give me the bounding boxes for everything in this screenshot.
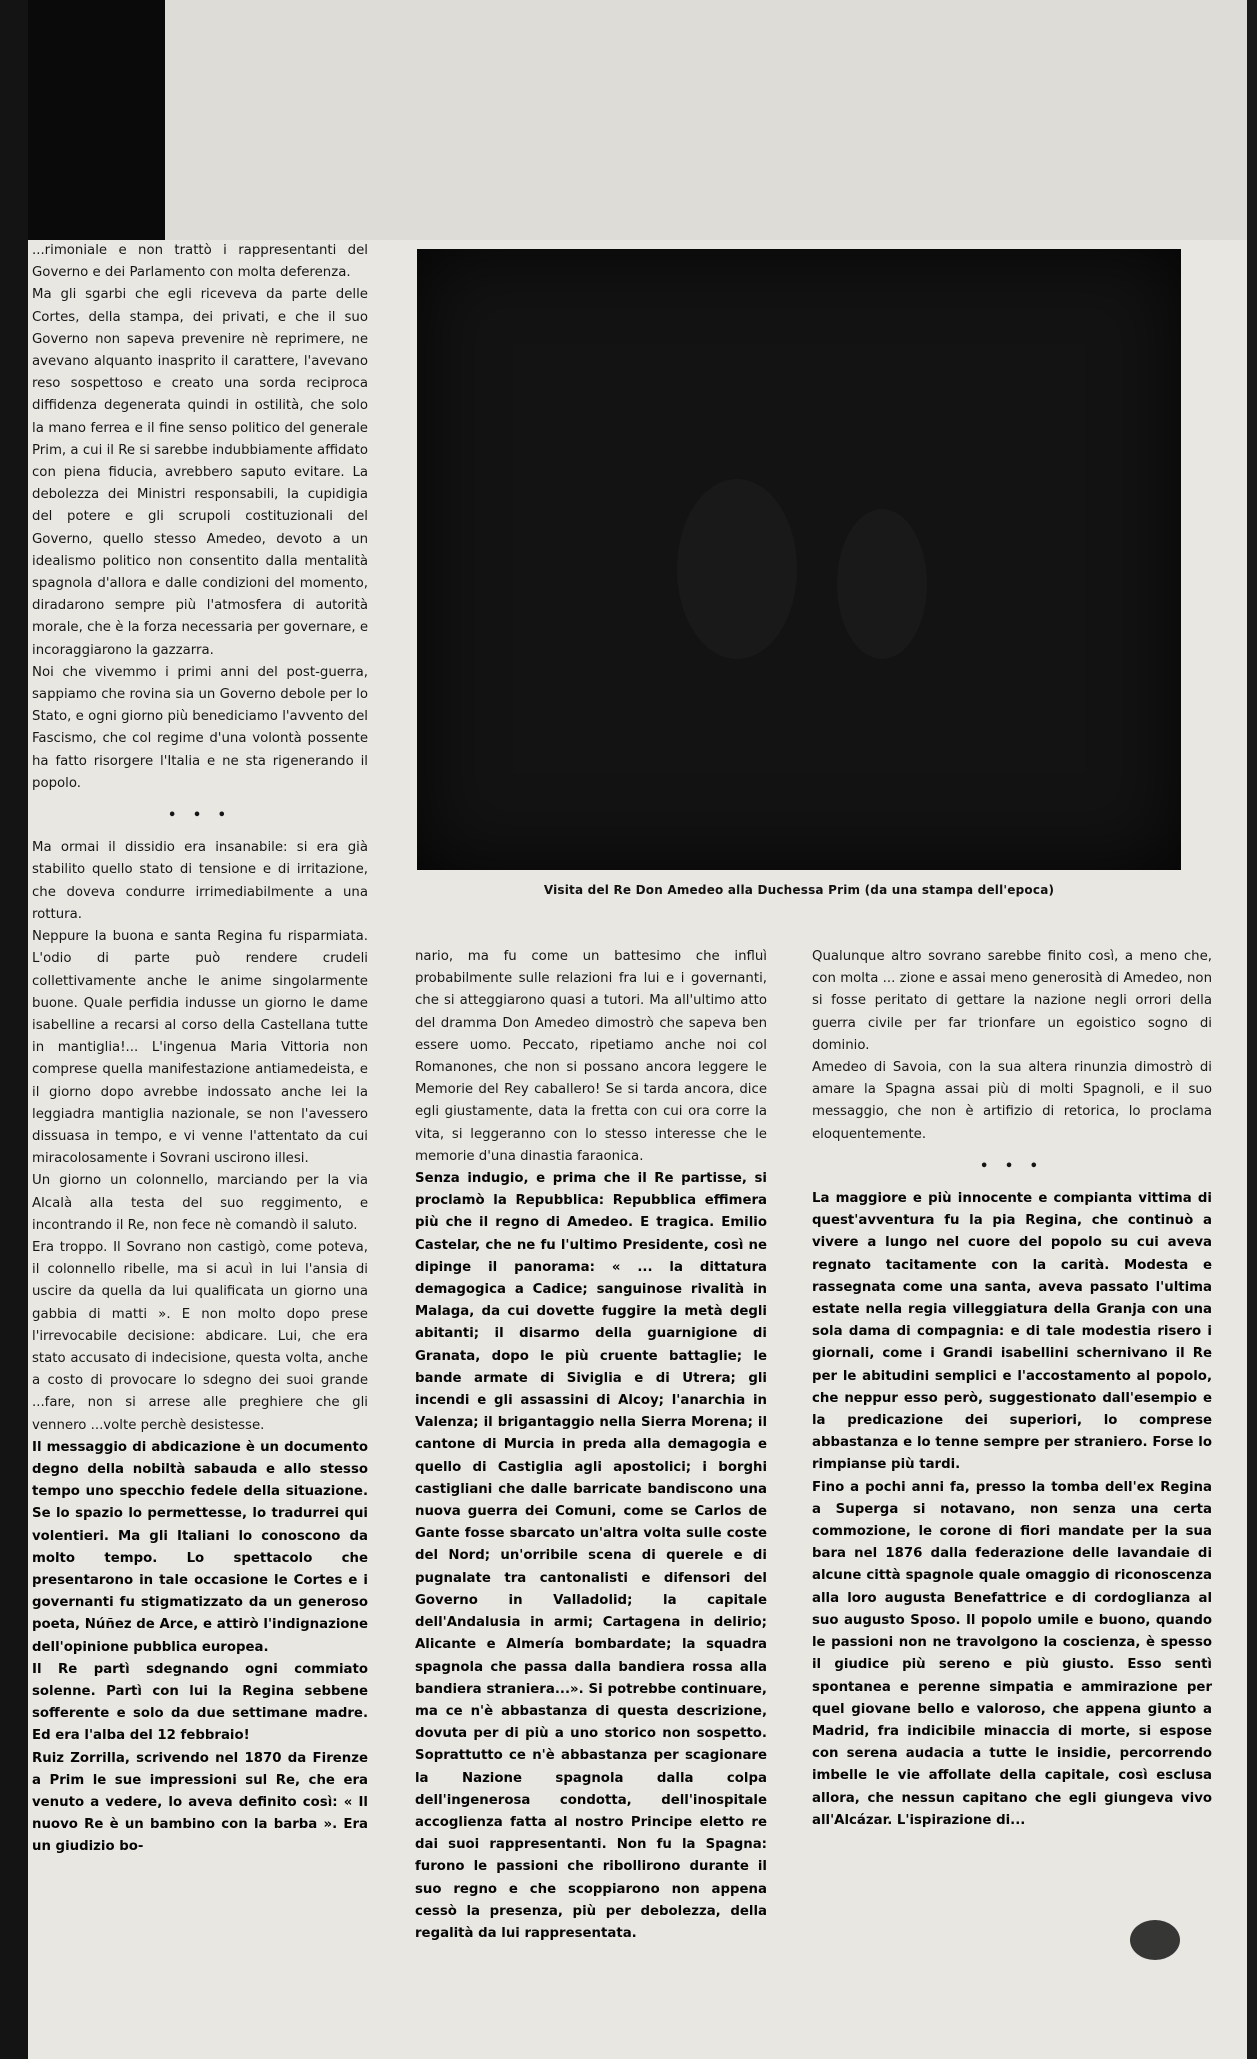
ink-blot [1130,1920,1180,1960]
paragraph: Qualunque altro sovrano sarebbe finito così, a meno che, con molta ... zione e assai meno generosità di Amedeo, non si fosse peritato di gettare la nazione negli orrori della guerra civile per far trionfare un egoistico sogno di dominio. [812,949,1212,1053]
right-scan-edge [1247,0,1257,2059]
paragraph: Ruiz Zorrilla, scrivendo nel 1870 da Firenze a Prim le sue impressioni sul Re, che era venuto a vedere, lo aveva definito così: « Il nuovo Re è un bambino con la barba ». Era un giudizio bo- [32,1750,368,1855]
paragraph: La maggiore e più innocente e compianta vittima di quest'avventura fu la pia Regina, che continuò a vivere a lungo nel cuore del popolo su cui aveva regnato tacitamente con la carità. Modesta e rassegnata come una santa, aveva passato l'ultima estate nella regia villeggiatura della Granja con una sola dama di compagnia: e di tale modestia risero i giornali, come i Grandi isabellini schernivano il Re per le abitudini semplici e l'accostamento al popolo, che neppur esso però, suggestionato dall'esempio e la predicazione dei superiori, lo comprese abbastanza e lo tenne sempre per straniero. Forse lo rimpianse più tardi. [812,1191,1212,1473]
paragraph: Era troppo. Il Sovrano non castigò, come poteva, il colonnello ribelle, ma si acuì in lui l'ansia di uscire da quella da lui qualificata un giorno una gabbia di matti ». E non molto dopo prese l'irrevocabile decisione: abdicare. Lui, che era stato accusato di indecisione, questa volta, anche a costo di provocare lo sdegno dei suoi grande ...fare, non si arrese alle preghiere che gli vennero ...volte perchè desistesse. [32,1239,368,1433]
right-text-column [812,946,1212,1832]
section-separator: • • • [168,808,232,824]
photo-caption: Visita del Re Don Amedeo alla Duchessa Prim (da una stampa dell'epoca) [543,883,1055,897]
paragraph: nario, ma fu come un battesimo che influì probabilmente sulle relazioni fra lui e i governanti, che si atteggiarono quasi a tutori. Ma all'ultimo atto del dramma Don Amedeo dimostrò che sapeva ben essere uomo. Peccato, ripetiamo anche noi col Romanones, che non si possano ancora leggere le Memorie del Rey caballero! Se si tarda ancora, dice egli giustamente, data la fretta con cui ora corre la vita, si leggeranno con lo stesso interesse che le memorie d'una dinastia faraonica. [415,949,767,1164]
left-scan-edge [0,0,28,2059]
photo-figure-shape [837,509,927,659]
paragraph: Amedeo di Savoia, con la sua altera rinunzia dimostrò di amare la Spagna assai più di molti Spagnoli, e il suo messaggio, che non è artifizio di retorica, lo proclama eloquentemente. [812,1060,1212,1142]
paragraph: ...rimoniale e non trattò i rappresentanti del Governo e dei Parlamento con molta deferenza. [32,243,368,281]
paragraph: Il messaggio di abdicazione è un documento degno della nobiltà sabauda e allo stesso tempo uno specchio fedele della situazione. Se lo spazio lo permettesse, lo tradurrei qui volentieri. Ma gli Italiani lo conoscono da molto tempo. Lo spettacolo che presentarono in tale occasione le Cortes e i governanti fu stigmatizzato da un generoso poeta, Núñez de Arce, e attirò l'indignazione dell'opinione pubblica europea. [32,1439,368,1655]
middle-text-column [415,946,767,1945]
paragraph: Ma gli sgarbi che egli riceveva da parte delle Cortes, della stampa, dei privati, e che il suo Governo non sapeva prevenire nè reprimere, ne avevano alquanto inasprito il carattere, l'avevano reso sospettoso e creato una sorda reciproca diffidenza degenerata quindi in ostilità, che solo la mano ferrea e il fine senso politico del generale Prim, a cui il Re si sarebbe indubbiamente affidato con piena fiducia, avrebbero saputo evitare. La debolezza dei Ministri responsabili, la cupidigia del potere e gli scrupoli costituzionali del Governo, quello stesso Amedeo, devoto a un idealismo politico non consentito dalla mentalità spagnola d'allora e dalle condizioni del momento, diradarono sempre più l'atmosfera di autorità morale, che è la forza necessaria per governare, e incoraggiarono la gazzarra. [32,287,368,658]
section-separator: • • • [980,1158,1044,1174]
paragraph: Noi che vivemmo i primi anni del post-guerra, sappiamo che rovina sia un Governo debole per lo Stato, e ogni giorno più benediciamo l'avvento del Fascismo, che col regime d'una volontà possente ha fatto risorgere l'Italia e ne sta rigenerando il popolo. [32,664,368,791]
paragraph: Fino a pochi anni fa, presso la tomba dell'ex Regina a Superga si notavano, non senza una certa commozione, le corone di fiori mandate per la sua bara nel 1876 dalla federazione delle lavandaie di alcune città spagnole quale omaggio di riconoscenza alla loro augusta Benefattrice e di cordoglianza al suo augusto Sposo. Il popolo umile e buono, quando le passioni non ne travolgono la coscienza, è spesso il giudice più sereno e più giusto. Esso sentì spontanea e perenne simpatia e ammirazione per quel giovane bello e valoroso, che appena giunto a Madrid, fra indicibile minaccia di morte, si espose con serena audacia a tutte le insidie, percorrendo imbelle le vie affollate della capitale, così esclusa allora, che nessun capitano che egli giungeva vivo all'Alcázar. L'ispirazione di... [812,1479,1212,1828]
photo-figure-shape [677,479,797,659]
historical-photo [417,249,1181,870]
paragraph: Neppure la buona e santa Regina fu risparmiata. L'odio di parte può rendere crudeli collettivamente anche le anime singolarmente buone. Quale perfidia indusse un giorno le dame isabelline a recarsi al corso della Castellana tutte in mantiglia!... L'ingenua Maria Vittoria non comprese quella manifestazione antiamedeista, e il giorno dopo avrebbe indossato anche lei la leggiadra mantiglia nazionale, se non l'avessero dissuasa in tempo, e vi venne l'attentato da cui miracolosamente i Sovrani uscirono illesi. [32,929,368,1167]
paragraph: Ma ormai il dissidio era insanabile: si era già stabilito quello stato di tensione e di irritazione, che doveva condurre irrimediabilmente a una rottura. [32,840,368,922]
paragraph: Senza indugio, e prima che il Re partisse, si proclamò la Repubblica: Repubblica effimera più che il regno di Amedeo. E tragica. Emilio Castelar, che ne fu l'ultimo Presidente, così ne dipinge il panorama: « ... la dittatura demagogica a Cadice; sanguinose rivalità in Malaga, da cui dovette fuggire la metà degli abitanti; il disarmo della guarnigione di Granata, dopo le più cruente battaglie; le bande armate di Siviglia e di Utrera; gli incendi e gli assassini di Alcoy; l'anarchia in Valenza; il brigantaggio nella Sierra Morena; il cantone di Murcia in preda alla demagogia e quello di Castiglia agli apostolici; i borghi castigliani che dalle barricate bandiscono una nuova guerra dei Comuni, come se Carlos de Gante fosse sbarcato un'altra volta sulle coste del Nord; un'orribile scena di querele e di pugnalate tra cantonalisti e difensori del Governo in Valladolid; la capitale dell'Andalusia in armi; Cartagena in delirio; Alicante e Almería bombardate; la squadra spagnola che passa dalla bandiera rossa alla bandiera straniera...». Si potrebbe continuare, ma ce n'è abbastanza di questa descrizione, dovuta per di più a uno storico non sospetto. Soprattutto ce n'è abbastanza per scagionare la Nazione spagnola dalla colpa dell'ingenerosa condotta, dell'inospitale accoglienza fatta al nostro Principe eletto re dai suoi rappresentanti. Non fu la Spagna: furono le passioni che ribollirono durante il suo regno e che scoppiarono non appena cessò la presenza, più per debolezza, della regalità da lui rappresentata. [415,1171,767,1941]
left-text-column [32,240,368,1859]
top-margin-light [165,0,1257,240]
paragraph: Il Re partì sdegnando ogni commiato solenne. Partì con lui la Regina sebbene sofferente e solo da due settimane madre. Ed era l'alba del 12 febbraio! [32,1661,368,1744]
paragraph: Un giorno un colonnello, marciando per la via Alcalà alla testa del suo reggimento, e incontrando il Re, non fece nè comandò il saluto. [32,1173,368,1233]
